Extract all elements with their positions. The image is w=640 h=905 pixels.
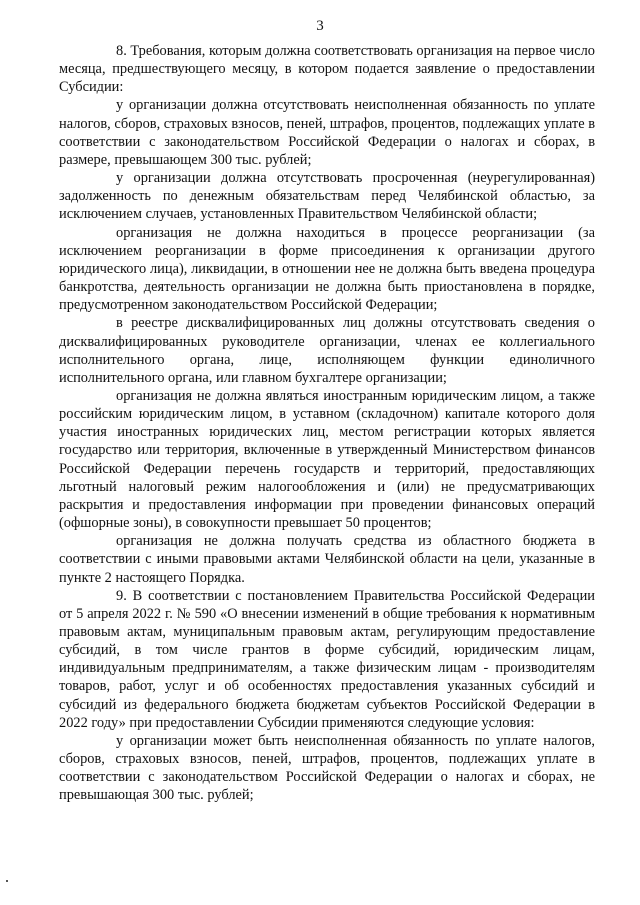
page-number: 3 bbox=[316, 18, 324, 34]
paragraph-overdue-debt: у организации должна отсутствовать просроченная (неурегулированная) задолженность по денежным обязательствам перед Челябинской областью, за исключением случаев, установленных Правительством Челябинской области; bbox=[59, 170, 595, 223]
paragraph-government-decree: 9. В соответствии с постановлением Правительства Российской Федерации от 5 апреля 2022 г. № 590 «О внесении изменений в общие требования к нормативным правовым актам, муниципальным правовым актам, регулирующим предоставление субсидий, в том числе грантов в форме субсидий, юридическим лицам, индивидуальным предпринимателям, а также физическим лицам - производителям товаров, работ, услуг и об особенностях предоставления указанных субсидий и субсидий из федерального бюджета бюджетам субъектов Российской Федерации в 2022 году» при предоставлении Субсидии применяются следующие условия: bbox=[59, 587, 595, 731]
document-body bbox=[59, 42, 595, 805]
paragraph-disqualified-persons: в реестре дисквалифицированных лиц должны отсутствовать сведения о дисквалифицированных руководителе организации, членах ее коллегиального исполнительного органа, лице, исполняющем функции единоличного исполнительного органа, или главном бухгалтере организации; bbox=[59, 315, 595, 386]
paragraph-permitted-tax-arrears: у организации может быть неисполненная обязанность по уплате налогов, сборов, страховых взносов, пеней, штрафов, процентов, подлежащих уплате в соответствии с законодательством Российской Федерации о налогах и сборах, не превышающая 300 тыс. рублей; bbox=[59, 732, 595, 804]
paragraph-foreign-entity: организация не должна являться иностранным юридическим лицом, а также российским юридическим лицом, в уставном (складочном) капитале которого доля участия иностранных юридических лиц, местом регистрации которых является государство или территория, включенные в утвержденный Министерством финансов Российской Федерации перечень государств и территорий, предоставляющих льготный налоговый режим налогообложения и (или) не предусматривающих раскрытия и предоставления информации при проведении финансовых операций (офшорные зоны), в совокупности превышает 50 процентов; bbox=[59, 387, 595, 532]
paragraph-requirements-intro: 8. Требования, которым должна соответствовать организация на первое число месяца, предшествующего месяцу, в котором подается заявление о предоставлении Субсидии: bbox=[59, 43, 595, 96]
scan-speck bbox=[6, 880, 8, 882]
paragraph-tax-arrears: у организации должна отсутствовать неисполненная обязанность по уплате налогов, сборов, страховых взносов, пеней, штрафов, процентов, подлежащих уплате в соответствии с законодательством Российской Федерации о налогах и сборах, в размере, превышающем 300 тыс. рублей; bbox=[59, 97, 595, 168]
paragraph-regional-budget: организация не должна получать средства из областного бюджета в соответствии с иными правовыми актами Челябинской области на цели, указанные в пункте 2 настоящего Порядка. bbox=[59, 533, 595, 586]
paragraph-reorganization: организация не должна находиться в процессе реорганизации (за исключением реорганизации в форме присоединения к организации другого юридического лица), ликвидации, в отношении нее не должна быть введена процедура банкротства, деятельность организации не должна быть приостановлена в порядке, предусмотренном законодательством Российской Федерации; bbox=[59, 224, 595, 314]
